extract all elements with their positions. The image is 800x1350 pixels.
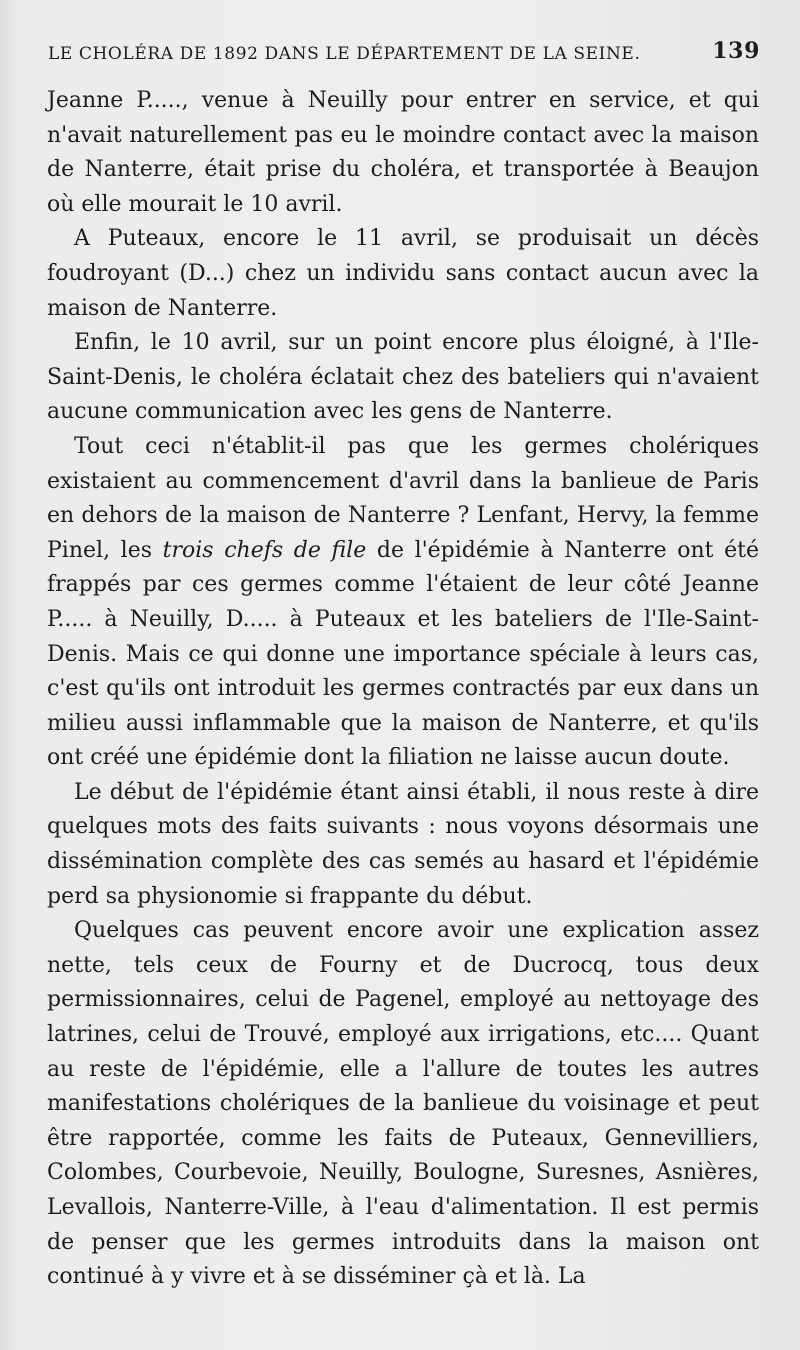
- paragraph-4-part-1: Tout ceci n'établit-il pas que les germes cholériques existaient au commencement d'avril dans la banlieue de Paris en dehors de la maison de Nanterre ? Lenfant, Hervy, la femme Pinel, les: [47, 433, 759, 563]
- paragraph-2: A Puteaux, encore le 11 avril, se produisait un décès foudroyant (D...) chez un individu sans contact aucun avec la maison de Nanterre.: [47, 226, 759, 321]
- paragraph-5: Le début de l'épidémie étant ainsi établi, il nous reste à dire quelques mots des faits suivants : nous voyons désormais une dissémination complète des cas semés au hasard et l'épidémie perd sa physionomie si frappante du début.: [47, 779, 759, 909]
- page-number: 139: [712, 38, 760, 64]
- paragraph-3: Enfin, le 10 avril, sur un point encore plus éloigné, à l'Ile-Saint-Denis, le choléra éclatait chez des bateliers qui n'avaient aucune communication avec les gens de Nanterre.: [47, 330, 759, 425]
- page-body: [47, 84, 759, 1295]
- paragraph-1: Jeanne P....., venue à Neuilly pour entrer en service, et qui n'avait naturellement pas eu le moindre contact avec la maison de Nanterre, était prise du choléra, et transportée à Beaujon où elle mourait le 10 avril.: [47, 88, 759, 217]
- paragraph-4-part-2: de l'épidémie à Nanterre ont été frappés par ces germes comme l'étaient de leur côté Jeanne P..... à Neuilly, D..... à Puteaux et les bateliers de l'Ile-Saint-Denis. Mais ce qui donne une importance spéciale à leurs cas, c'est qu'ils ont introduit les germes contractés par eux dans un milieu aussi inflammable que la maison de Nanterre, et qu'ils ont créé une épidémie dont la filiation ne laisse aucun doute.: [47, 537, 760, 771]
- paragraph-4: [47, 430, 759, 776]
- paragraph-4-italic: trois chefs de file: [162, 537, 367, 563]
- running-title: LE CHOLÉRA DE 1892 DANS LE DÉPARTEMENT DE LA SEINE.: [48, 44, 641, 64]
- page-header: [48, 38, 760, 72]
- paragraph-6: Quelques cas peuvent encore avoir une explication assez nette, tels ceux de Fourny et de Ducrocq, tous deux permissionnaires, celui de Pagenel, employé au nettoyage des latrines, celui de Trouvé, employé aux irrigations, etc.... Quant au reste de l'épidémie, elle a l'allure de toutes les autres manifestations cholériques de la banlieue du voisinage et peut être rapportée, comme les faits de Puteaux, Gennevilliers, Colombes, Courbevoie, Neuilly, Boulogne, Suresnes, Asnières, Levallois, Nanterre-Ville, à l'eau d'alimentation. Il est permis de penser que les germes introduits dans la maison ont continué à y vivre et à se disséminer çà et là. La: [47, 918, 759, 1290]
